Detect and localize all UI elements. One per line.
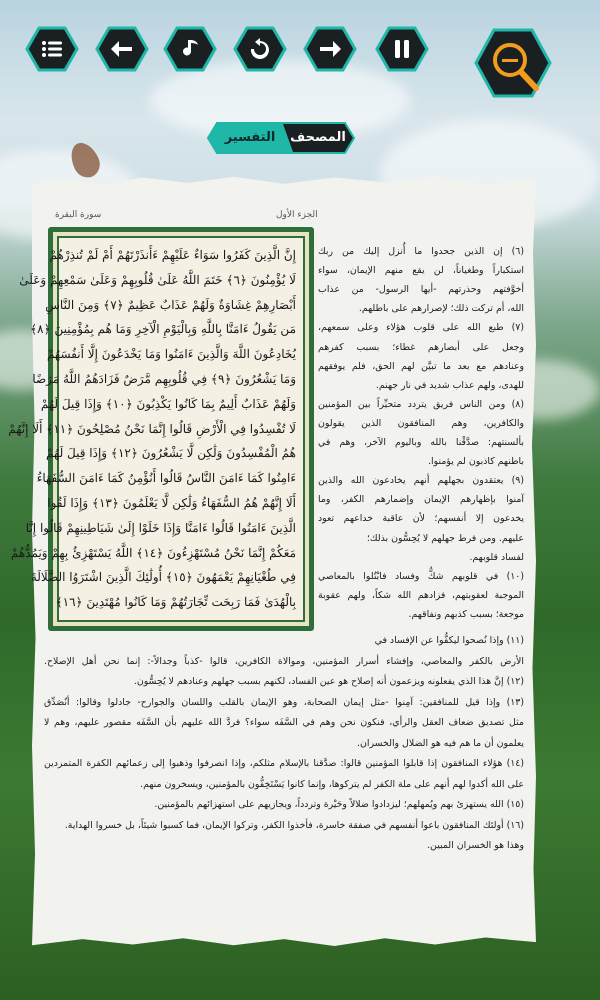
tafsir-line: يعلمون أن ما هم فيه هو الضلال والخسران. [357, 737, 524, 749]
tafsir-line: (١١) وإذا نُصحوا ليكفُّوا عن الإفساد في [374, 635, 524, 646]
tafsir-line: الموجبة لعقوبتهم، فزادهم الله شكاً، ولهم عقوبة [318, 589, 524, 601]
tafsir-line: الله، أم تركت ذلك؛ لإصرارهم على باطلهم. [358, 303, 524, 315]
mushaf-line: هُمُ الْمُفْسِدُونَ وَلَٰكِن لَّا يَشْعُرُونَ ﴿١٢﴾ وَإِذَا قِيلَ لَهُمْ [46, 446, 296, 461]
tafsir-line: على الله أكدوا لهم أنهم على ملة الكفر لم يتركوها، وإنما كانوا يَسْتَخِفُّون بالمؤمنين، ويسخرون منهم. [140, 778, 524, 790]
menu-button[interactable] [26, 26, 78, 72]
mushaf-line: ءَامِنُوا كَمَا ءَامَنَ النَّاسُ قَالُوا أَنُؤْمِنُ كَمَا ءَامَنَ السُّفَهَاءُ [36, 471, 296, 486]
tafsir-line: بألسنتهم: صدَّقْنا بالله وباليوم الآخر، وهم في [318, 437, 524, 448]
tafsir-line: عليهم. ومن فرط جهلهم لا يُحِسُّون بذلك؛ [366, 532, 524, 544]
mushaf-line: لَا يُؤْمِنُونَ ﴿٦﴾ خَتَمَ اللَّهُ عَلَىٰ قُلُوبِهِمْ وَعَلَىٰ سَمْعِهِمْ وَعَلَىٰ [19, 272, 296, 287]
juz-label: الجزء الأول [276, 210, 318, 220]
tafsir-line: مثل تصديق ضعاف العقل والرأي، فنكون نحن وهم في السَّفَه سواء؟ فردَّ الله عليهم بأن السَّفَه مقصور عليهم، وهم لا [44, 717, 524, 728]
mushaf-line: وَلَهُمْ عَذَابٌ أَلِيمٌ بِمَا كَانُوا يَكْذِبُونَ ﴿١٠﴾ وَإِذَا قِيلَ لَهُمْ [40, 396, 296, 411]
tafsir-line: استكباراً وطغياناً، لن يقع منهم الإيمان، سواء [318, 265, 524, 277]
mushaf-page[interactable] [8, 227, 314, 631]
tafsir-line: والكافرين، وهم المنافقون الذين يقولون [318, 417, 524, 429]
tafsir-line: (١٢) إنَّ هذا الذي يفعلونه ويزعمون أنه إصلاح هو عين الفساد، لكنهم بسبب جهلهم وعنادهم لا يُحِسُّون. [133, 676, 524, 687]
music-note-icon [178, 37, 202, 61]
rotate-icon [248, 37, 272, 61]
tafsir-line: وجعل على أبصارهم غطاء؛ بسبب كفرهم [318, 341, 524, 353]
tafsir-line: (١٣) وإذا قيل للمنافقين: آمِنوا -مثل إيمان الصحابة، وهو الإيمان بالقلب واللسان والجوارح- جادلوا وقالوا: أنُصَدِّق [44, 696, 524, 708]
tafsir-line: (٨) ومن الناس فريق يتردد متحيِّراً بين المؤمنين [318, 398, 524, 410]
mushaf-line: إِنَّ الَّذِينَ كَفَرُوا سَوَاءٌ عَلَيْهِمْ ءَأَنذَرْتَهُمْ أَمْ لَمْ تُنذِرْهُمْ [49, 248, 296, 262]
tafsir-line: يخدعون إلا أنفسهم؛ لأن عاقبة خداعهم تعود [318, 513, 524, 525]
tafsir-line: لفساد قلوبهم. [469, 551, 524, 563]
surah-label: سورة البقرة [55, 210, 102, 220]
tafsir-line: أخوَّفتهم وحذرتهم -أيها الرسول- من عذاب [318, 284, 524, 296]
tafsir-line: (١٥) الله يستهزئ بهم ويُمهلهم؛ ليزدادوا ضلالاً وحَيْرة وتردداً، ويجازيهم على استهزائهم بالمؤمنين. [154, 799, 524, 810]
menu-list-icon [40, 37, 64, 61]
repeat-button[interactable] [234, 26, 286, 72]
tafsir-line: (٩) يعتقدون بجهلهم أنهم يخادعون الله والذين [318, 475, 524, 487]
mushaf-line: مَعَكُمْ إِنَّمَا نَحْنُ مُسْتَهْزِءُونَ ﴿١٤﴾ اللَّهُ يَسْتَهْزِئُ بِهِمْ وَيَمُدُّهُمْ [10, 545, 296, 560]
mushaf-line: أَلَا إِنَّهُمْ هُمُ السُّفَهَاءُ وَلَٰكِن لَّا يَعْلَمُونَ ﴿١٣﴾ وَإِذَا لَقُوا [47, 496, 296, 510]
tafsir-line: موجعة؛ بسبب كذبهم ونفاقهم. [408, 608, 524, 620]
tafsir-line: (١٤) هؤلاء المنافقون إذا قابلوا المؤمنين قالوا: صدَّقنا بالإسلام مثلكم، وإذا انصرفوا وذهبوا إلى زعمائهم الكفرة المتمردين [44, 758, 524, 769]
tafsir-line: باطنهم كاذبون لم يؤمنوا. [428, 456, 524, 468]
mushaf-line: فِي طُغْيَانِهِمْ يَعْمَهُونَ ﴿١٥﴾ أُولَٰئِكَ الَّذِينَ اشْتَرَوُا الضَّلَالَةَ [30, 570, 296, 585]
forward-button[interactable] [304, 26, 356, 72]
mushaf-line: الَّذِينَ ءَامَنُوا قَالُوا ءَامَنَّا وَإِذَا خَلَوْا إِلَىٰ شَيَاطِينِهِمْ قَالُوا إِنَّا [25, 520, 296, 535]
audio-button[interactable] [164, 26, 216, 72]
tab-tafsir[interactable]: التفسير [224, 130, 276, 145]
mushaf-line: بِالْهُدَىٰ فَمَا رَبِحَت تِّجَارَتُهُمْ وَمَا كَانُوا مُهْتَدِينَ ﴿١٦﴾ [55, 595, 296, 610]
mushaf-line: وَمَا يَشْعُرُونَ ﴿٩﴾ فِي قُلُوبِهِم مَّرَضٌ فَزَادَهُمُ اللَّهُ مَرَضًا [32, 372, 296, 386]
back-button[interactable] [96, 26, 148, 72]
tafsir-line: الأرض بالكفر والمعاصي، وإفشاء أسرار المؤمنين، وموالاة الكافرين، قالوا -كذباً وجدالاً-: إنما نحن أهل الإصلاح. [44, 655, 524, 667]
tafsir-line: (١٦) أولئك المنافقون باعوا أنفسهم في صفقة خاسرة، فأخذوا الكفر، وتركوا الإيمان، فما كسبوا شيئاً، بل خسروا الهداية. [64, 819, 524, 831]
tafsir-line: (٦) إن الذين جحدوا ما أُنزل إليك من ربك [318, 246, 524, 257]
arrow-right-icon [318, 37, 342, 61]
tafsir-line: آمنوا بإظهارهم الإيمان وإضمارهم الكفر، وما [318, 494, 524, 506]
mushaf-line: لَا تُفْسِدُوا فِي الْأَرْضِ قَالُوا إِنَّمَا نَحْنُ مُصْلِحُونَ ﴿١١﴾ أَلَا إِنَّهُمْ [8, 421, 296, 436]
tab-mushaf[interactable]: المصحف [290, 130, 346, 145]
tafsir-line: وعنادهم مع بعد ما تبيَّن لهم الحق، فلم يوفقهم [318, 360, 524, 372]
view-tabs [207, 122, 355, 154]
tafsir-line: (١٠) في قلوبهم شكٌّ وفساد فابْتُلوا بالمعاصي [318, 570, 524, 582]
mushaf-line: يُخَادِعُونَ اللَّهَ وَالَّذِينَ ءَامَنُوا وَمَا يَخْدَعُونَ إِلَّا أَنفُسَهُمْ [46, 347, 296, 362]
tafsir-line: وهذا هو الخسران المبين. [427, 840, 524, 851]
tafsir-line: (٧) طبع الله على قلوب هؤلاء وعلى سمعهم، [318, 322, 524, 334]
mushaf-line: أَبْصَارِهِمْ غِشَاوَةٌ وَلَهُمْ عَذَابٌ عَظِيمٌ ﴿٧﴾ وَمِنَ النَّاسِ [45, 297, 296, 312]
arrow-left-icon [110, 37, 134, 61]
tafsir-line: للهدى، ولهم عذاب شديد في نار جهنم. [375, 379, 524, 391]
pause-button[interactable] [376, 26, 428, 72]
pause-icon [390, 37, 414, 61]
search-button[interactable] [474, 28, 552, 98]
mushaf-line: مَن يَقُولُ ءَامَنَّا بِاللَّهِ وَبِالْيَوْمِ الْآخِرِ وَمَا هُم بِمُؤْمِنِينَ ﴿٨﴾ [30, 322, 296, 337]
